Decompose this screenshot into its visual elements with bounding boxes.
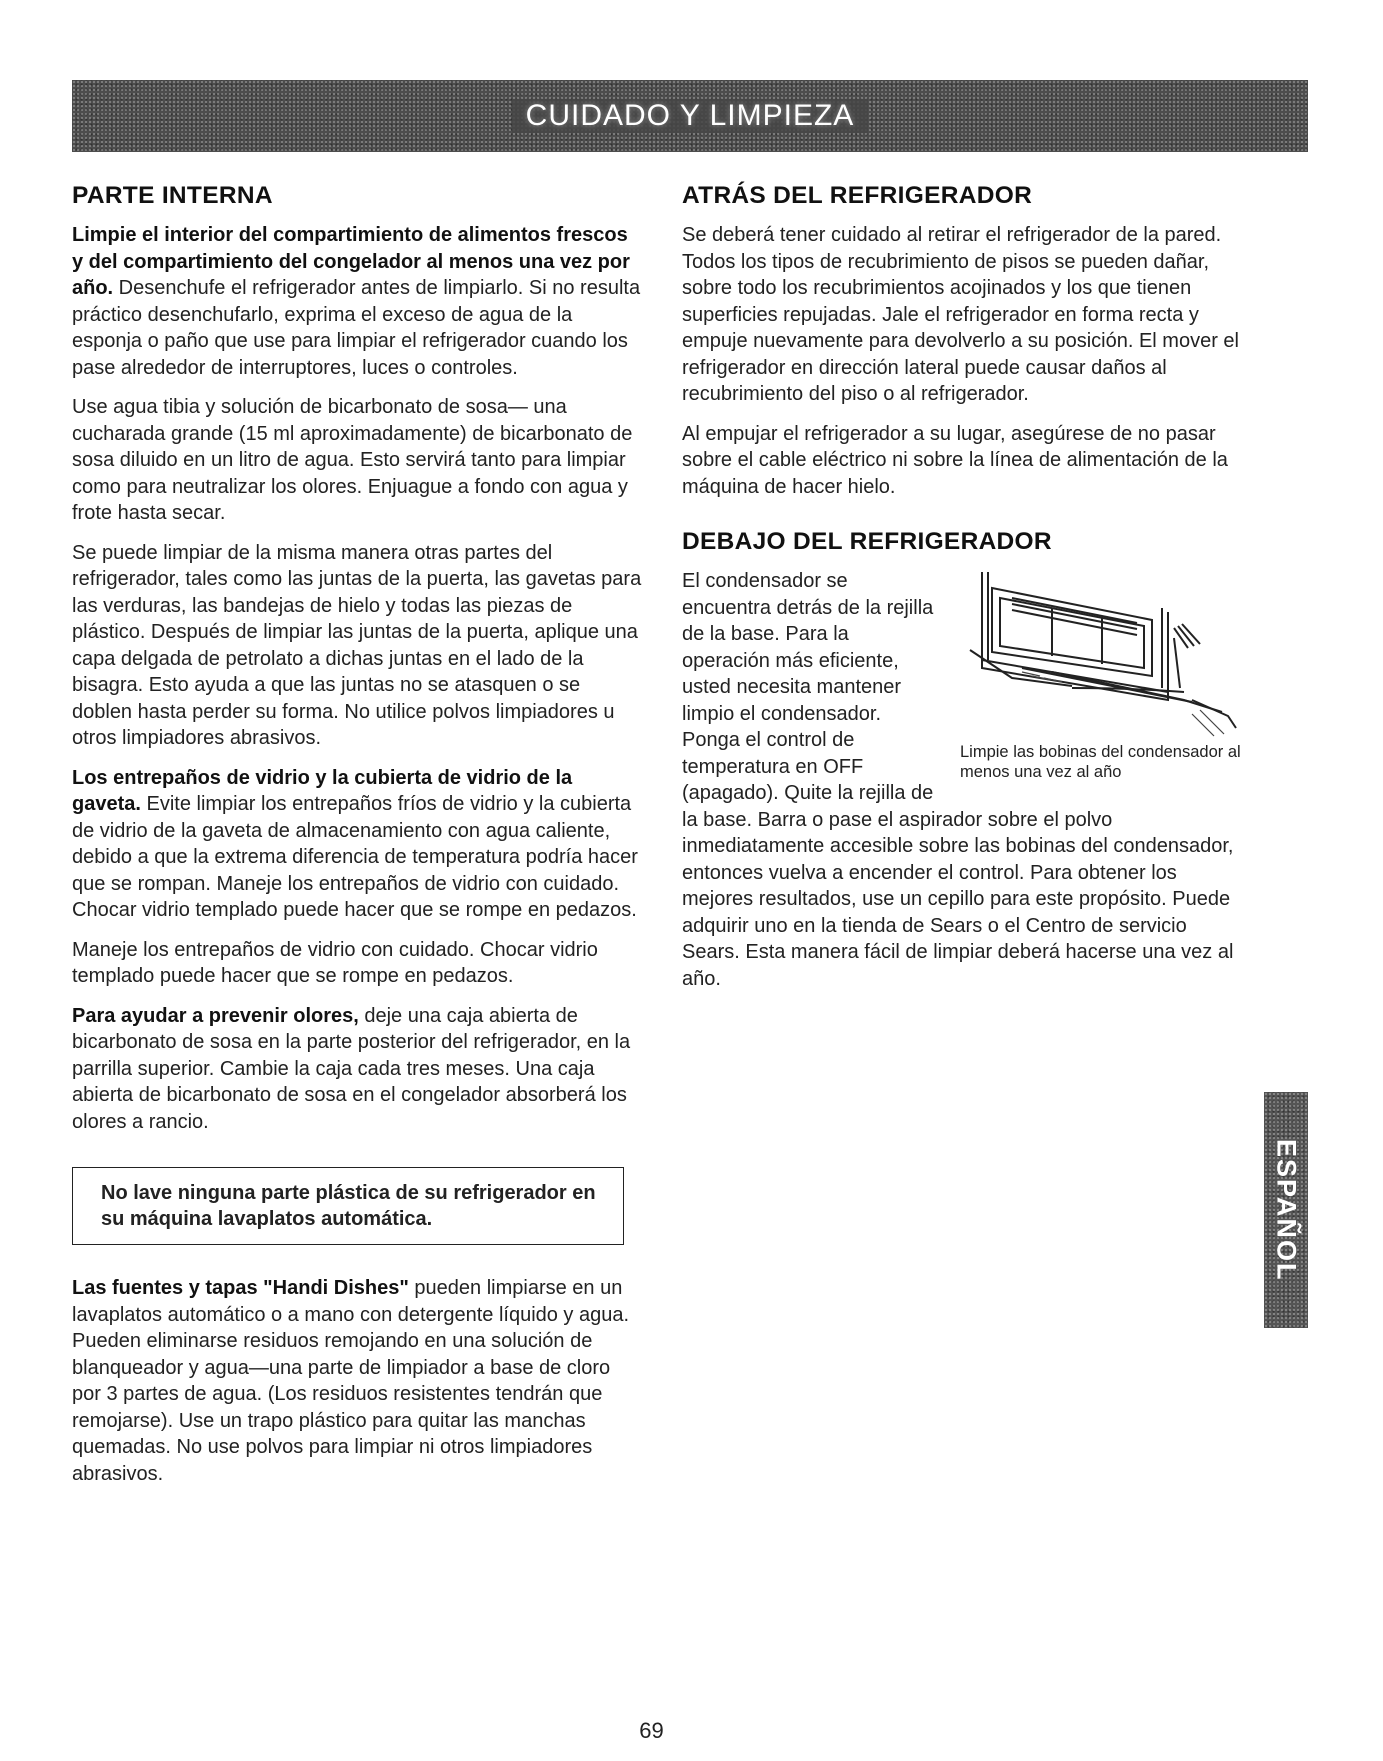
section-header-banner <box>72 80 1308 152</box>
condenser-illustration <box>952 568 1242 782</box>
language-side-tab <box>1264 1092 1308 1328</box>
text-prevent-odors: deje una caja abierta de bicarbonato de sosa en la parte posterior del refrigerador, en la parrilla superior. Cambie la caja cada tres meses. Una caja abierta de bicarbonato de sosa en el congelador absorberá los olores a rancio. <box>72 1004 631 1133</box>
section-title: CUIDADO Y LIMPIEZA <box>512 99 869 133</box>
text-clean-interior: Desenchufe el refrigerador antes de limpiarlo. Si no resulta práctico desenchufarlo, exprima el exceso de agua de la esponja o paño que use para limpiar el refrigerador cuando los pase alrededor de interruptores, luces o controles. <box>72 277 641 379</box>
paragraph-push-back: Al empujar el refrigerador a su lugar, asegúrese de no pasar sobre el cable eléctrico ni sobre la línea de alimentación de la máquina de hacer hielo. <box>682 422 1228 498</box>
left-column <box>72 182 644 1500</box>
condenser-caption: Limpie las bobinas del condensador al menos una vez al año <box>960 743 1241 781</box>
paragraph-glass-shelves <box>72 765 644 924</box>
page-number: 69 <box>639 1718 664 1743</box>
heading-atras: ATRÁS DEL REFRIGERADOR <box>682 182 1033 209</box>
paragraph-clean-interior <box>72 222 644 381</box>
condenser-drawing <box>952 568 1242 738</box>
bold-lead-prevent-odors: Para ayudar a prevenir olores, <box>72 1004 359 1027</box>
heading-debajo: DEBAJO DEL REFRIGERADOR <box>682 528 1052 555</box>
warning-box <box>72 1167 624 1245</box>
heading-parte-interna: PARTE INTERNA <box>72 182 273 209</box>
paragraph-prevent-odors <box>72 1003 644 1136</box>
paragraph-handle-glass: Maneje los entrepaños de vidrio con cuidado. Chocar vidrio templado puede hacer que se rompe en pedazos. <box>72 938 598 987</box>
text-glass-shelves: Evite limpiar los entrepaños fríos de vidrio y la cubierta de vidrio de la gaveta de almacenamiento con agua caliente, debido a que la extrema diferencia de temperatura podría hacer que se rompan. Maneje los entrepaños de vidrio con cuidado. Chocar vidrio templado puede hacer que se rompe en pedazos. <box>72 793 638 921</box>
bold-lead-clean-interior: Limpie el interior del compartimiento de alimentos frescos y del compartimiento del congelador al menos una vez por año. <box>72 224 630 299</box>
paragraph-moving-fridge: Se deberá tener cuidado al retirar el refrigerador de la pared. Todos los tipos de recubrimiento de pisos se pueden dañar, sobre todo los recubrimientos acojinados y los que tienen superficies repujadas. Jale el refrigerador en forma recta y empuje nuevamente para devolverlo a su posición. El mover el refrigerador en dirección lateral puede causar daños al recubrimiento del piso o al refrigerador. <box>682 224 1239 405</box>
paragraph-condenser: El condensador se encuentra detrás de la rejilla de la base. Para la operación más eficiente, usted necesita mantener limpio el condensador. Ponga el control de temperatura en OFF (apagado). Quite la rejilla de la base. Barra o pase el aspirador sobre el polvo inmediatamente accesible sobre las bobinas del condensador, entonces vuelva a encender el control. Para obtener los mejores resultados, use un cepillo para este propósito. Puede adquirir uno en la tienda de Sears o el Centro de servicio Sears. Esta manera fácil de limpiar deberá hacerse una vez al año. <box>682 570 1234 990</box>
bold-lead-handi-dishes: Las fuentes y tapas "Handi Dishes" <box>72 1277 409 1299</box>
paragraph-other-parts: Se puede limpiar de la misma manera otras partes del refrigerador, tales como las juntas de la puerta, las gavetas para las verduras, las bandejas de hielo y todas las piezas de plástico. Después de limpiar las juntas de la puerta, aplique una capa delgada de petrolato a dichas juntas en el lado de la bisagra. Esto ayuda a que las juntas no se atasquen o se doblen hasta perder su forma. No utilice polvos limpiadores u otros limpiadores abrasivos. <box>72 541 642 749</box>
language-label: ESPAÑOL <box>1271 1138 1302 1282</box>
right-column <box>682 182 1242 1005</box>
paragraph-handi-dishes <box>72 1275 644 1487</box>
paragraph-baking-soda: Use agua tibia y solución de bicarbonato de sosa— una cucharada grande (15 ml aproximadamente) de bicarbonato de sosa diluido en un litro de agua. Esto servirá tanto para limpiar como para neutralizar los olores. Enjuague a fondo con agua y frote hasta secar. <box>72 396 633 524</box>
warning-text: No lave ninguna parte plástica de su refrigerador en su máquina lavaplatos automática. <box>101 1182 596 1230</box>
text-handi-dishes: pueden limpiarse en un lavaplatos automático o a mano con detergente líquido y agua. Pueden eliminarse residuos remojando en una solución de blanqueador y agua—una parte de limpiador a base de cloro por 3 partes de agua. (Los residuos resistentes tendrán que remojarse). Use un trapo plástico para quitar las manchas quemadas. No use polvos para limpiar ni otros limpiadores abrasivos. <box>72 1277 630 1485</box>
bold-lead-glass-shelves: Los entrepaños de vidrio y la cubierta de vidrio de la gaveta. <box>72 766 573 815</box>
